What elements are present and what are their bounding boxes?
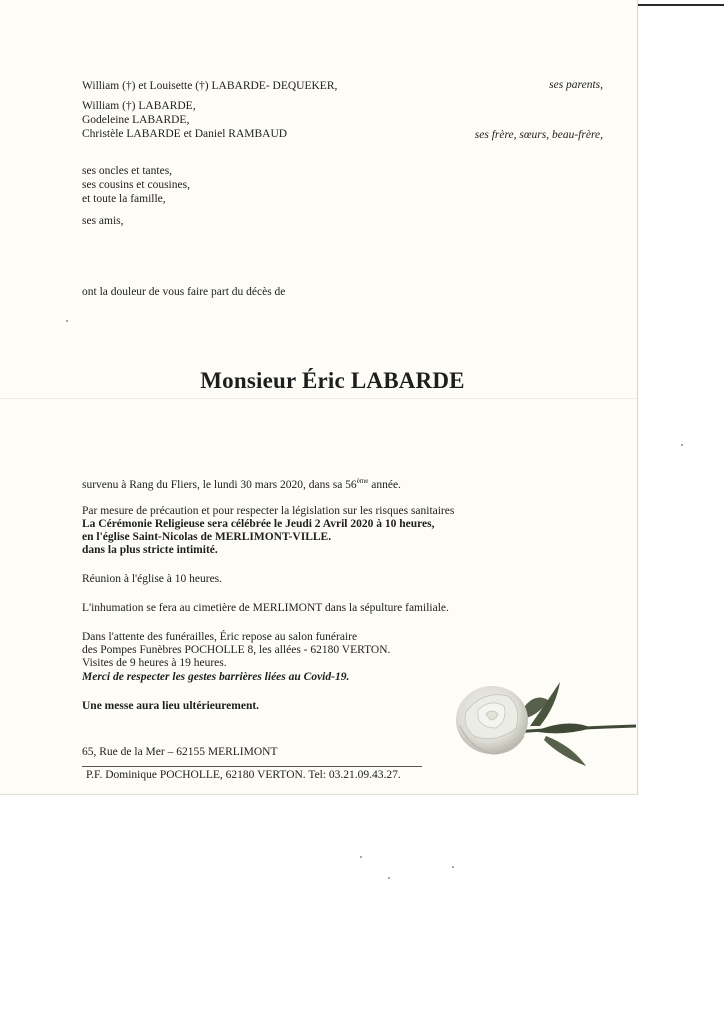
death-line [82,474,401,492]
announcement-line: ont la douleur de vous faire part du décès de [82,286,286,298]
scan-speck [360,856,362,858]
ceremony-line-2: en l'église Saint-Nicolas de MERLIMONT-VILLE. [82,531,332,543]
scan-speck [452,866,454,868]
sibling-line-2: Godeleine LABARDE, [82,114,190,126]
footer-rule [82,766,422,767]
extended-line-3: et toute la famille, [82,193,166,205]
footer-line: P.F. Dominique POCHOLLE, 62180 VERTON. Tel: 03.21.09.43.27. [86,769,401,781]
meeting-line: Réunion à l'église à 10 heures. [82,573,223,585]
covid-notice: Merci de respecter les gestes barrières liées au Covid-19. [82,671,350,683]
scan-speck [681,444,683,446]
funeral-home-line-1: Dans l'attente des funérailles, Éric repose au salon funéraire [82,631,358,643]
funeral-home-line-2: des Pompes Funèbres POCHOLLE 8, les allées - 62180 VERTON. [82,644,391,656]
extended-line-2: ses cousins et cousines, [82,179,190,191]
sibling-line-3: Christèle LABARDE et Daniel RAMBAUD [82,128,288,140]
funeral-home-line-3: Visites de 9 heures à 19 heures. [82,657,227,669]
scan-speck [66,320,68,322]
extended-line-1: ses oncles et tantes, [82,165,173,177]
parents-role: ses parents, [549,79,603,91]
address-line: 65, Rue de la Mer – 62155 MERLIMONT [82,746,278,758]
siblings-role: ses frère, sœurs, beau-frère, [474,129,603,141]
white-rose-icon [452,670,636,780]
friends-line: ses amis, [82,215,124,227]
ceremony-line-1: La Cérémonie Religieuse sera célébrée le Jeudi 2 Avril 2020 à 10 heures, [82,518,435,530]
death-suffix: année. [368,479,401,491]
ceremony-intro: Par mesure de précaution et pour respecter la législation sur les risques sanitaires [82,505,455,517]
ceremony-line-3: dans la plus stricte intimité. [82,544,218,556]
deceased-name: Monsieur Éric LABARDE [200,368,465,393]
fold-line [0,398,637,399]
scan-edge-line [637,4,724,6]
sibling-line-1: William (†) LABARDE, [82,100,196,112]
mass-line: Une messe aura lieu ultérieurement. [82,700,260,712]
death-superscript: ème [356,477,369,485]
scan-speck [388,877,390,879]
parents-names: William (†) et Louisette (†) LABARDE- DEQUEKER, [82,80,338,92]
burial-line: L'inhumation se fera au cimetière de MERLIMONT dans la sépulture familiale. [82,602,449,614]
death-text: survenu à Rang du Fliers, le lundi 30 mars 2020, dans sa 56 [82,479,357,491]
